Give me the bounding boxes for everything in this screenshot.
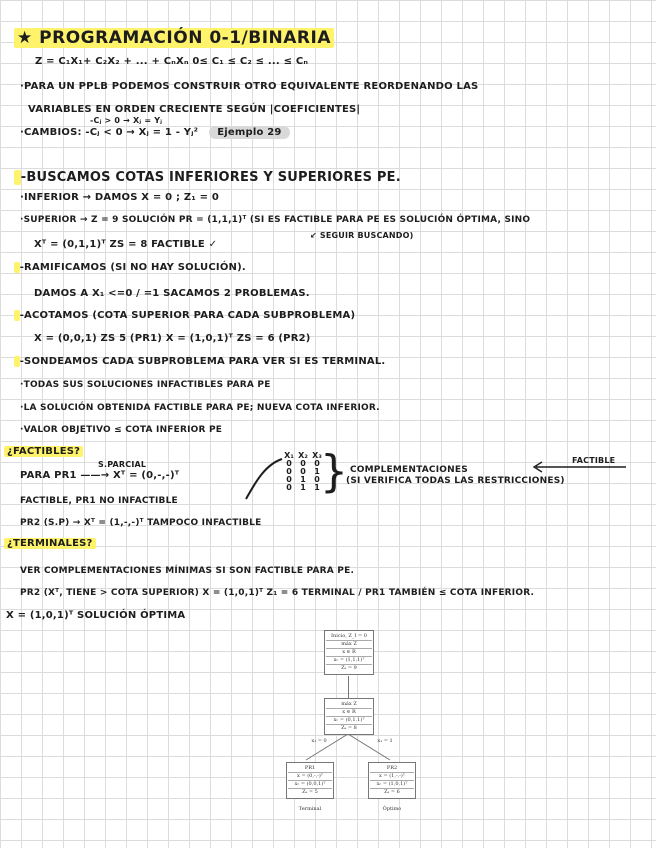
verifica-label: (SI VERIFICA TODAS LAS RESTRICCIONES): [346, 476, 565, 486]
table-row: 0 1 0: [286, 475, 320, 484]
sparcial-label: S.PARCIAL: [98, 460, 147, 469]
valor-line: ·VALOR OBJETIVO ≤ COTA INFERIOR PE: [20, 425, 223, 435]
superior-line: ·SUPERIOR → Z = 9 SOLUCIÓN PR = (1,1,1)ᵀ (SI ES FACTIBLE PARA PE ES SOLUCIÓN ÓPTIMA, SINO: [20, 215, 531, 225]
todas-line: ·TODAS SUS SOLUCIONES INFACTIBLES PARA PE: [20, 380, 271, 390]
pr2-line: PR2 (Xᵀ, TIENE > COTA SUPERIOR) X = (1,0,1)ᵀ Z₁ = 6 TERMINAL / PR1 TAMBIÉN ≤ COTA INFERIOR.: [20, 588, 535, 598]
ppl-line-1: ·PARA UN PPLB PODEMOS CONSTRUIR OTRO EQUIVALENTE REORDENANDO LAS: [20, 81, 479, 92]
table-header: X₂: [298, 451, 308, 460]
section-acotamos: -ACOTAMOS (COTA SUPERIOR PARA CADA SUBPROBLEMA): [14, 310, 355, 321]
damos-line: DAMOS A X₁ <=0 / =1 SACAMOS 2 PROBLEMAS.: [34, 288, 310, 299]
cambios-line: [20, 126, 290, 139]
ejemplo-badge: Ejemplo 29: [209, 126, 289, 139]
optima-line: X = (1,0,1)ᵀ SOLUCIÓN ÓPTIMA: [6, 610, 186, 621]
pr2-sp-line: PR2 (S.P) → Xᵀ = (1,-,-)ᵀ TAMPOCO INFACTIBLE: [20, 518, 262, 528]
cambios-text: ·CAMBIOS: -Cⱼ < 0 → Xⱼ = 1 - Yⱼ²: [20, 127, 199, 138]
complementaciones-label: COMPLEMENTACIONES: [350, 465, 468, 475]
page-title: ★ PROGRAMACIÓN 0-1/BINARIA: [14, 28, 334, 48]
xt-factible-line: Xᵀ = (0,1,1)ᵀ ZS = 8 FACTIBLE ✓: [34, 239, 218, 250]
solucion-line: ·LA SOLUCIÓN OBTENIDA FACTIBLE PARA PE; NUEVA COTA INFERIOR.: [20, 403, 380, 413]
complementation-table: [282, 452, 324, 492]
ppl-line-2: VARIABLES EN ORDEN CRECIENTE SEGÚN |COEFICIENTES|: [28, 104, 361, 115]
objective-line: Z = C₁X₁+ C₂X₂ + ... + CₙXₙ 0≤ C₁ ≤ C₂ ≤ ... ≤ Cₙ: [35, 56, 309, 67]
arrow-left-icon: [530, 460, 630, 474]
table-header: X₃: [312, 451, 322, 460]
pr-values-line: X = (0,0,1) ZS 5 (PR1) X = (1,0,1)ᵀ ZS = 6 (PR2): [34, 333, 311, 344]
pr2-caption: Óptimo: [382, 806, 402, 812]
table-header: X₁: [284, 451, 294, 460]
table-row: 0 0 1: [286, 467, 320, 476]
terminales-question: ¿TERMINALES?: [4, 538, 96, 549]
branch-left-label: x₁ = 0: [311, 738, 327, 744]
branch-right-label: x₁ = 1: [377, 738, 393, 744]
factible-pr1-line: FACTIBLE, PR1 NO INFACTIBLE: [20, 496, 178, 506]
inferior-line: ·INFERIOR → DAMOS X = 0 ; Z₁ = 0: [20, 192, 219, 203]
pr1-node: PR1 x = (0,-,-)ᵀ xᵣ = (0,0,1)ᵀ Zₛ = 5: [286, 762, 334, 799]
pr1-caption: Terminal: [298, 806, 322, 812]
curve-arrow-icon: [244, 455, 286, 501]
cambios-top: -Cⱼ > 0 → Xⱼ = Yⱼ: [90, 116, 163, 125]
branch-bound-diagram: [278, 630, 418, 820]
section-buscamos: -BUSCAMOS COTAS INFERIORES Y SUPERIORES PE.: [14, 170, 401, 185]
root-node: Inicio, Z_I = 0 máx Z x ∈ R xᵣ = (1,1,1)ᵀ Zₛ = 9: [324, 630, 374, 675]
brace-icon: }: [320, 446, 348, 497]
table-row: 0 0 0: [286, 459, 320, 468]
seguir-line: ↙ SEGUIR BUSCANDO): [310, 231, 414, 240]
section-ramificamos: -RAMIFICAMOS (SI NO HAY SOLUCIÓN).: [14, 262, 246, 273]
ver-comp-line: VER COMPLEMENTACIONES MÍNIMAS SI SON FACTIBLE PARA PE.: [20, 566, 355, 576]
mid-node: máx Z x ∈ R xᵣ = (0,1,1)ᵀ Zₛ = 8: [324, 698, 374, 735]
factible-tag: FACTIBLE: [572, 456, 616, 465]
table-row: 0 1 1: [286, 483, 320, 492]
factibles-question: ¿FACTIBLES?: [4, 446, 83, 457]
section-sondeamos: -SONDEAMOS CADA SUBPROBLEMA PARA VER SI ES TERMINAL.: [14, 356, 385, 367]
pr2-node: PR2 x = (1,-,-)ᵀ xᵣ = (1,0,1)ᵀ Zₛ = 6: [368, 762, 416, 799]
para-pr1-line: PARA PR1 ——→ Xᵀ = (0,-,-)ᵀ: [20, 470, 180, 481]
